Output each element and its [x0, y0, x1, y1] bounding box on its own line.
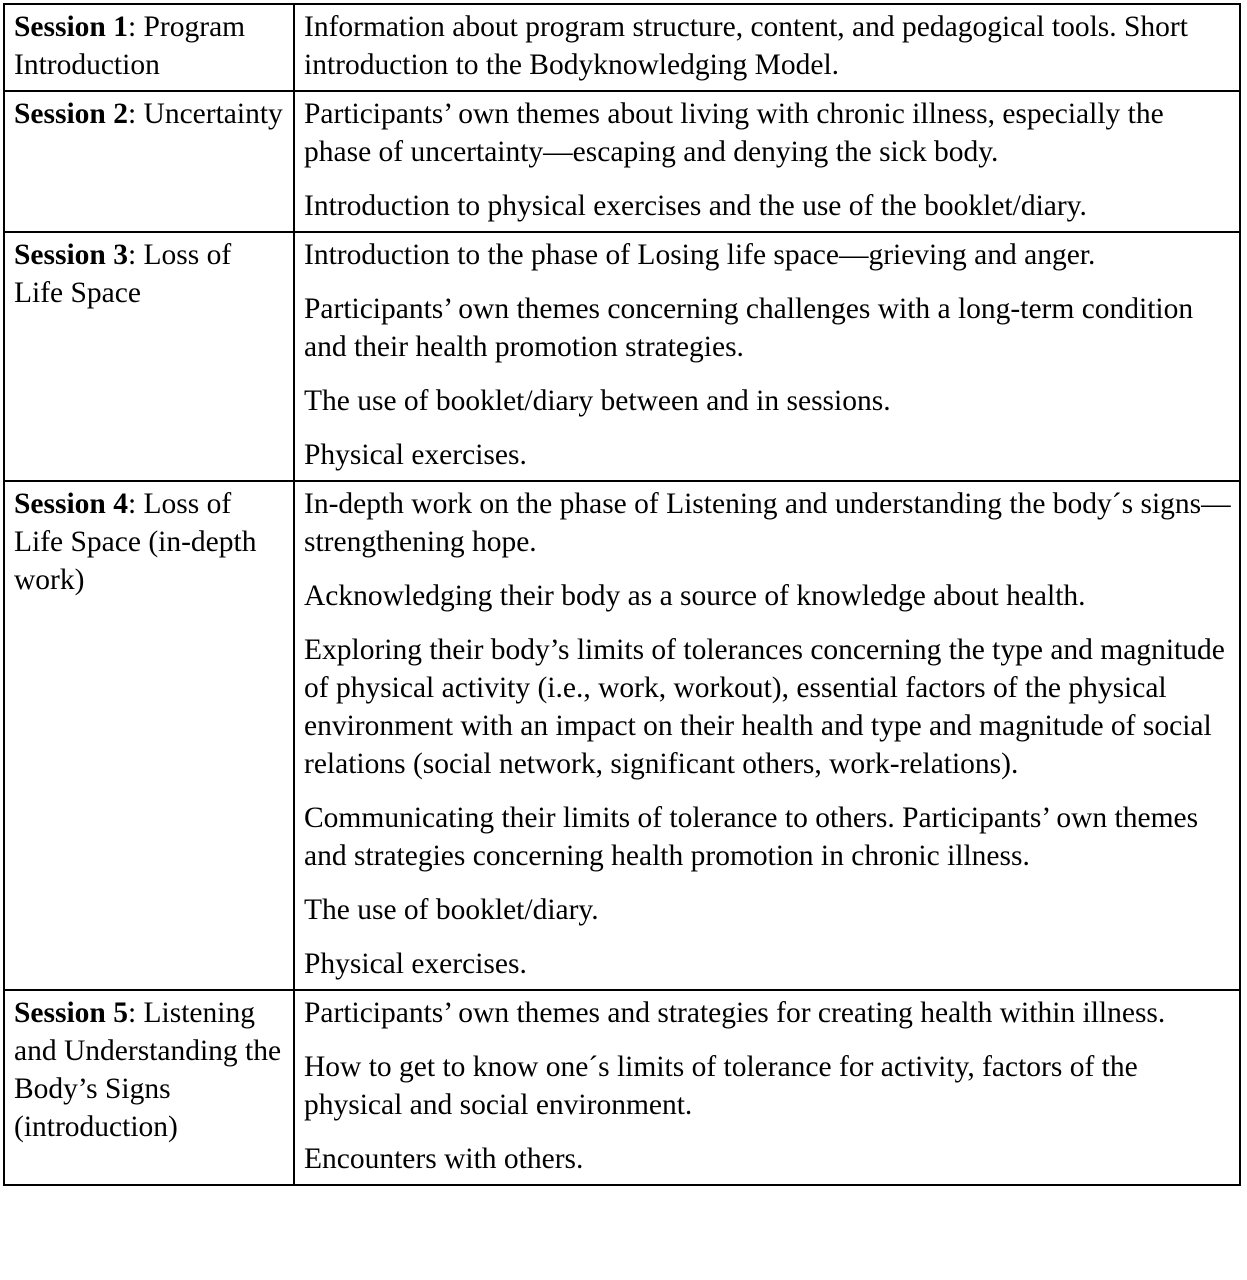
- content-paragraph: Participants’ own themes about living with chronic illness, especially the phase of uncertainty—escaping and denying the sick body.: [304, 98, 1164, 168]
- content-paragraph: The use of booklet/diary.: [304, 894, 599, 926]
- session-title: : Uncertainty: [127, 98, 283, 130]
- table-row: [4, 91, 1240, 232]
- content-paragraph: Introduction to the phase of Losing life space—grieving and anger.: [304, 239, 1096, 271]
- content-paragraph: Introduction to physical exercises and the use of the booklet/diary.: [304, 190, 1087, 222]
- session-label-cell: [4, 91, 294, 232]
- session-number: Session 2: [14, 98, 128, 130]
- session-number: Session 3: [14, 239, 128, 271]
- content-paragraph: Acknowledging their body as a source of knowledge about health.: [304, 580, 1086, 612]
- session-content-cell: [294, 4, 1240, 91]
- table-row: [4, 4, 1240, 91]
- session-title: : Loss of Life Space (in-depth work): [14, 488, 257, 596]
- table-row: [4, 990, 1240, 1185]
- session-label-cell: [4, 4, 294, 91]
- content-paragraph: How to get to know one´s limits of tolerance for activity, factors of the physical and social environment.: [304, 1051, 1138, 1121]
- session-content-cell: [294, 232, 1240, 481]
- content-paragraph: Physical exercises.: [304, 948, 527, 980]
- session-title: : Program Introduction: [14, 11, 246, 81]
- content-paragraph: Participants’ own themes and strategies for creating health within illness.: [304, 997, 1166, 1029]
- session-number: Session 1: [14, 11, 128, 43]
- session-content-cell: [294, 91, 1240, 232]
- content-paragraph: In-depth work on the phase of Listening and understanding the body´s signs—strengthening hope.: [304, 488, 1231, 558]
- content-paragraph: Physical exercises.: [304, 439, 527, 471]
- content-paragraph: Communicating their limits of tolerance to others. Participants’ own themes and strategies concerning health promotion in chronic illness.: [304, 802, 1199, 872]
- session-number: Session 5: [14, 997, 128, 1029]
- table-row: [4, 481, 1240, 990]
- session-title: : Loss of Life Space: [14, 239, 232, 309]
- content-paragraph: Participants’ own themes concerning challenges with a long-term condition and their health promotion strategies.: [304, 293, 1194, 363]
- session-content-cell: [294, 990, 1240, 1185]
- session-title: : Listening and Understanding the Body’s Signs (introduction): [14, 997, 282, 1143]
- session-content-cell: [294, 481, 1240, 990]
- content-paragraph: Encounters with others.: [304, 1143, 584, 1175]
- session-label-cell: [4, 990, 294, 1185]
- content-paragraph: The use of booklet/diary between and in sessions.: [304, 385, 891, 417]
- session-label-cell: [4, 481, 294, 990]
- session-number: Session 4: [14, 488, 128, 520]
- content-paragraph: Information about program structure, content, and pedagogical tools. Short introduction to the Bodyknowledging Model.: [304, 11, 1188, 81]
- table-row: [4, 232, 1240, 481]
- session-label-cell: [4, 232, 294, 481]
- sessions-table: [3, 3, 1241, 1186]
- content-paragraph: Exploring their body’s limits of tolerances concerning the type and magnitude of physical activity (i.e., work, workout), essential factors of the physical environment with an impact on their health and type and magnitude of social relations (social network, significant others, work-relations).: [304, 634, 1225, 780]
